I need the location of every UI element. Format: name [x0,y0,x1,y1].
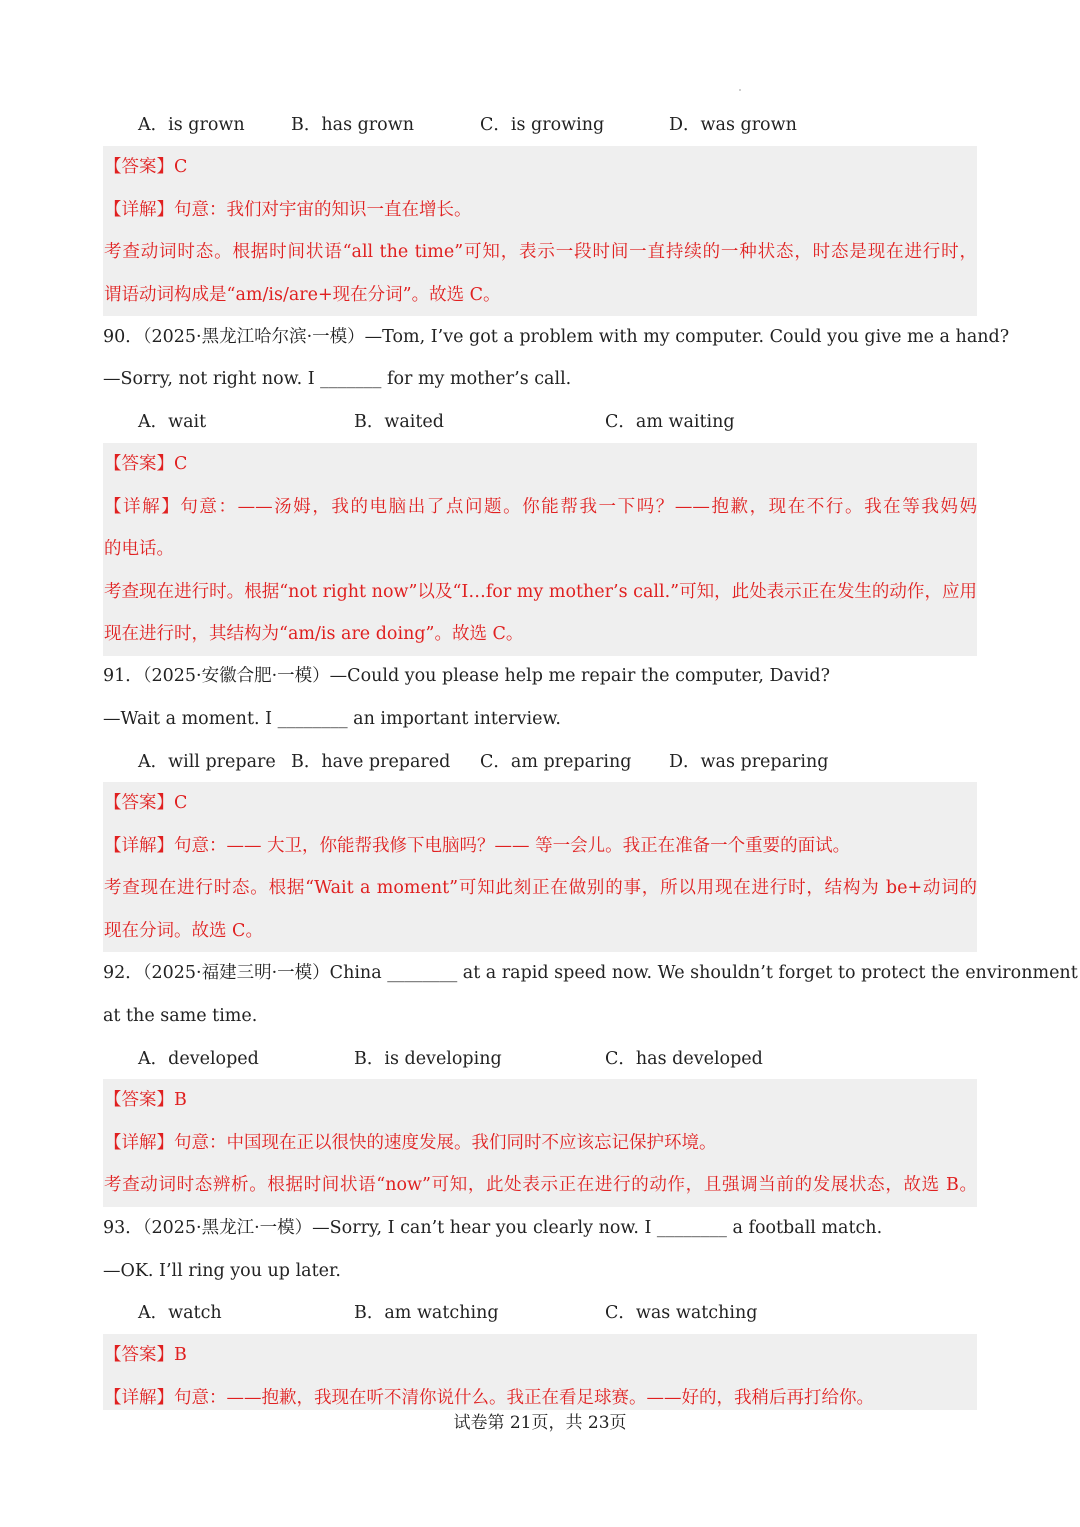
option-a: A．developed [138,1049,259,1069]
q90-stem: 90．（2025·黑龙江哈尔滨·一模）—Tom, I’ve got a problem with my computer. Could you give me a hand? [103,327,1010,347]
q91-stem-line2: —Wait a moment. I ________ an important interview. [103,709,561,729]
answer-line: 【答案】C [104,157,188,177]
option-d: D．was grown [669,115,797,135]
option-c: C．has developed [605,1049,763,1069]
q93-answer-block [103,1334,977,1410]
option-b: B．waited [354,412,444,432]
q90-answer-block [103,443,977,656]
detail-line: 【详解】句意：——汤姆，我的电脑出了点问题。你能帮我一下吗？——抱歉，现在不行。我在等我妈妈 [104,496,977,517]
detail-line: 的电话。 [104,539,174,559]
detail-line: 【详解】句意：中国现在正以很快的速度发展。我们同时不应该忘记保护环境。 [104,1132,717,1153]
option-b: B．am watching [354,1303,499,1323]
detail-line: 【详解】句意：——抱歉，我现在听不清你说什么。我正在看足球赛。——好的，我稍后再打给你。 [104,1387,874,1408]
analysis-line: 现在进行时，其结构为“am/is are doing”。故选 C。 [104,624,524,644]
q91-stem: 91．（2025·安徽合肥·一模）—Could you please help me repair the computer, David? [103,666,830,686]
detail-line: 【详解】句意：我们对宇宙的知识一直在增长。 [104,199,472,220]
option-c: C．am preparing [480,752,632,772]
q92-options [103,1038,977,1080]
analysis-line: 考查现在进行时。根据“not right now”以及“I…for my mother’s call.”可知，此处表示正在发生的动作，应用 [104,581,977,602]
analysis-line: 考查动词时态。根据时间状语“all the time”可知，表示一段时间一直持续的一种状态，时态是现在进行时， [104,242,977,262]
option-b: B．have prepared [291,752,451,772]
q91-options [103,741,977,783]
option-b: B．is developing [354,1049,502,1069]
analysis-line: 考查现在进行时态。根据“Wait a moment”可知此刻正在做别的事，所以用现在进行时，结构为 be+动词的 [104,878,977,898]
q92-stem-line2: at the same time. [103,1006,258,1026]
analysis-line: 现在分词。故选 C。 [104,920,263,941]
q92-answer-block [103,1079,977,1207]
option-c: C．is growing [480,115,605,135]
q93-options [103,1292,977,1334]
detail-line: 【详解】句意：—— 大卫，你能帮我修下电脑吗？—— 等一会儿。我正在准备一个重要的面试。 [104,835,851,856]
q93-stem: 93．（2025·黑龙江·一模）—Sorry, I can’t hear you clearly now. I ________ a football match. [103,1218,883,1238]
q91-answer-block [103,782,977,952]
answer-line: 【答案】B [104,1345,187,1365]
option-b: B．has grown [291,115,414,135]
option-a: A．wait [138,412,207,432]
q92-stem: 92．（2025·福建三明·一模）China ________ at a rapid speed now. We shouldn’t forget to protect the environment [103,963,1078,983]
scan-speck [739,89,741,91]
analysis-line: 考查动词时态辨析。根据时间状语“now”可知，此处表示正在进行的动作，且强调当前的发展状态，故选 B。 [104,1175,977,1195]
option-a: A．will prepare [138,752,276,772]
option-a: A．watch [138,1303,222,1323]
answer-line: 【答案】B [104,1090,187,1110]
answer-line: 【答案】C [104,454,188,474]
analysis-line: 谓语动词构成是“am/is/are+现在分词”。故选 C。 [104,284,501,305]
q90-options [103,401,977,443]
page-footer: 试卷第 21页，共 23页 [453,1413,627,1433]
option-d: D．was preparing [669,752,829,772]
answer-line: 【答案】C [104,793,188,813]
q89-options [103,104,977,146]
option-a: A．is grown [138,115,245,135]
q90-stem-line2: —Sorry, not right now. I _______ for my mother’s call. [103,369,572,389]
option-c: C．was watching [605,1303,758,1323]
option-c: C．am waiting [605,412,735,432]
q93-stem-line2: —OK. I’ll ring you up later. [103,1261,341,1281]
q89-answer-block [103,146,977,316]
